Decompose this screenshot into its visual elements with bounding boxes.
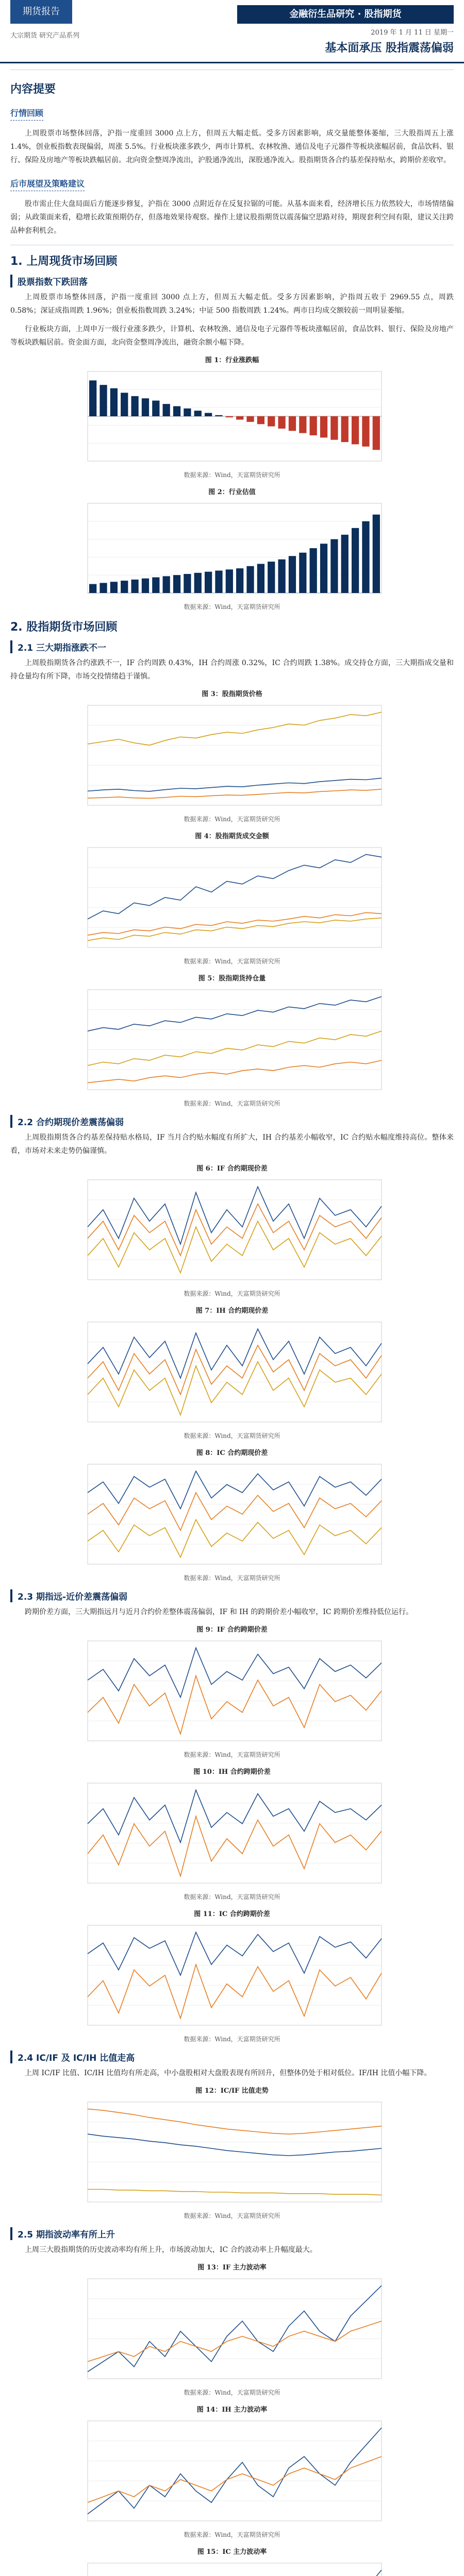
section-2-2-paragraph: 上周股指期货各合约基差保持贴水格局，IF 当月合约贴水幅度有所扩大，IH 合约基差小幅收窄，IC 合约贴水幅度维持高位。整体来看，市场对未来走势仍偏谨慎。 xyxy=(10,1133,454,1155)
figure-8-source: 数据来源：Wind，天富期货研究所 xyxy=(184,1574,280,1582)
figure-14 xyxy=(10,2404,454,2539)
bar xyxy=(100,385,107,416)
figure-8-chart xyxy=(77,1459,387,1572)
plot-frame xyxy=(88,1180,382,1280)
figure-14-title: 图 14：IH 主力波动率 xyxy=(196,2406,268,2414)
bar xyxy=(215,571,222,594)
bar xyxy=(257,416,264,424)
figure-6-source: 数据来源：Wind，天富期货研究所 xyxy=(184,1290,280,1297)
figure-13-title: 图 13：IF 主力波动率 xyxy=(197,2264,267,2272)
bar xyxy=(121,393,128,416)
report-category-title: 金融衍生品研究 · 股指期货 xyxy=(237,5,454,24)
section-2-5-paragraph: 上周三大股指期货的历史波动率均有所上升，市场波动加大，IC 合约波动率上升幅度最大。 xyxy=(25,2246,317,2254)
bar xyxy=(226,416,233,417)
figure-2-source: 数据来源：Wind，天富期货研究所 xyxy=(184,603,280,611)
report-date: 2019 年 1 月 11 日 星期一 xyxy=(371,29,454,37)
section-2-1-heading: 2.1 三大期指涨跌不一 xyxy=(10,640,454,653)
bar xyxy=(320,544,327,593)
section-2-1-paragraph: 上周股指期货各合约涨跌不一，IF 合约周跌 0.43%，IH 合约周涨 0.32%，IC 合约周跌 1.38%。成交持仓方面，三大期指成交量和持仓量均有所下降，市场交投情绪趋于谨慎。 xyxy=(10,659,454,681)
bar xyxy=(163,404,170,416)
figure-3-source: 数据来源：Wind，天富期货研究所 xyxy=(184,816,280,823)
bar xyxy=(268,416,275,427)
plot-frame xyxy=(88,848,382,947)
bar xyxy=(226,569,233,593)
report-content xyxy=(0,63,464,2576)
section-2-3-heading: 2.3 期指远-近价差震荡偏弱 xyxy=(10,1589,454,1602)
section-2-2-heading: 2.2 合约期现价差震荡偏弱 xyxy=(10,1115,454,1128)
figure-6 xyxy=(10,1163,454,1298)
report-header xyxy=(0,0,464,63)
figure-11-source: 数据来源：Wind，天富期货研究所 xyxy=(184,2036,280,2043)
bar xyxy=(320,416,327,437)
bar xyxy=(299,553,306,593)
bar xyxy=(246,416,254,422)
bar xyxy=(152,401,159,416)
figure-4-title: 图 4：股指期货成交金额 xyxy=(195,833,269,840)
figure-15-title: 图 15：IC 主力波动率 xyxy=(197,2548,267,2556)
figure-10-title: 图 10：IH 合约跨期价差 xyxy=(193,1768,271,1776)
bar xyxy=(362,521,369,593)
bar xyxy=(163,576,170,593)
section-1-1-paragraph-2: 行业板块方面，上周申万一级行业涨多跌少，计算机、农林牧渔、通信及电子元器件等板块涨幅居前，食品饮料、银行、保险及房地产等板块跌幅居前。资金面方面，北向资金整周净流出，融资余额小幅下降。 xyxy=(10,325,454,347)
bar xyxy=(205,413,212,416)
bar xyxy=(341,535,349,593)
figure-2-chart xyxy=(77,498,387,601)
bar xyxy=(173,406,180,416)
bar xyxy=(352,416,359,444)
bar xyxy=(330,539,338,593)
figure-13-source: 数据来源：Wind，天富期货研究所 xyxy=(184,2389,280,2396)
report-badge: 期货报告 xyxy=(10,0,72,24)
bar xyxy=(100,583,107,593)
figure-7-chart xyxy=(77,1317,387,1430)
figure-2 xyxy=(10,486,454,611)
figure-12-title: 图 12：IC/IF 比值走势 xyxy=(195,2087,269,2095)
figure-11-chart xyxy=(77,1920,387,2033)
bar xyxy=(194,573,202,593)
figure-4-chart xyxy=(77,842,387,956)
figure-12-chart xyxy=(77,2097,387,2210)
plot-frame xyxy=(88,1783,382,1883)
figure-7 xyxy=(10,1305,454,1440)
bar xyxy=(341,416,349,442)
figure-7-source: 数据来源：Wind，天富期货研究所 xyxy=(184,1432,280,1439)
bar xyxy=(310,416,317,435)
bar xyxy=(310,548,317,593)
bar xyxy=(215,415,222,416)
bar xyxy=(289,416,296,431)
figure-11 xyxy=(10,1908,454,2043)
figure-3 xyxy=(10,688,454,823)
figure-9 xyxy=(10,1624,454,1759)
figure-15-chart xyxy=(77,2558,387,2576)
figure-7-title: 图 7：IH 合约期现价差 xyxy=(195,1307,269,1315)
bar xyxy=(236,416,243,420)
bar xyxy=(142,398,149,416)
figure-11-title: 图 11：IC 合约跨期价差 xyxy=(194,1910,270,1918)
figure-14-chart xyxy=(77,2416,387,2529)
figure-4 xyxy=(10,831,454,965)
figure-6-chart xyxy=(77,1175,387,1288)
figure-4-source: 数据来源：Wind，天富期货研究所 xyxy=(184,958,280,965)
figure-9-title: 图 9：IF 合约跨期价差 xyxy=(196,1626,268,1634)
figure-6-title: 图 6：IF 合约期现价差 xyxy=(196,1165,268,1173)
bar xyxy=(257,564,264,593)
report-series-tag: 大宗期货 研究产品系列 xyxy=(10,32,80,40)
bar xyxy=(268,562,275,593)
figure-10-chart xyxy=(77,1778,387,1891)
bar xyxy=(246,566,254,593)
bar xyxy=(110,388,118,416)
figure-14-source: 数据来源：Wind，天富期货研究所 xyxy=(184,2531,280,2538)
section-2-5-heading: 2.5 期指波动率有所上升 xyxy=(10,2227,454,2240)
bar xyxy=(373,416,380,450)
figure-1-chart xyxy=(77,366,387,469)
figure-8 xyxy=(10,1447,454,1582)
market-review-label: 行情回顾 xyxy=(10,107,43,121)
figure-1-title: 图 1：行业涨跌幅 xyxy=(205,357,259,364)
bar xyxy=(330,416,338,440)
bar xyxy=(173,575,180,593)
bar xyxy=(121,581,128,593)
section-2-heading: 2. 股指期货市场回顾 xyxy=(10,621,118,634)
figure-13 xyxy=(10,2262,454,2397)
plot-frame xyxy=(88,1464,382,1564)
figure-5-title: 图 5：股指期货持仓量 xyxy=(198,975,266,982)
bar xyxy=(142,579,149,593)
figure-5 xyxy=(10,973,454,1108)
figure-1 xyxy=(10,354,454,479)
figure-8-title: 图 8：IC 合约期现价差 xyxy=(196,1449,268,1457)
figure-2-title: 图 2：行业估值 xyxy=(208,488,256,496)
bar xyxy=(362,416,369,447)
market-review-text: 上周股票市场整体回落，沪指一度重回 3000 点上方，但周五大幅走低。受多方因素影响，成交量能整体萎缩，三大股指周五上涨 1.4%，创业板指数表现偏弱，周涨 5.5%。行业板块涨多跌少，两市计算机、农林牧渔、通信及电子元器件等板块涨幅居前，食品饮料、银行、保险及房地产等板块跌幅居前。北向资金整周净流出，沪股通净流出，深股通净流入。股指期货各合约基差保持贴水，跨期价差收窄。 xyxy=(10,129,454,164)
bar xyxy=(131,580,138,593)
bar xyxy=(278,416,285,429)
figure-1-source: 数据来源：Wind，天富期货研究所 xyxy=(184,471,280,479)
bar xyxy=(110,582,118,593)
section-2-4-paragraph: 上周 IC/IF 比值、IC/IH 比值均有所走高，中小盘股相对大盘股表现有所回升，但整体仍处于相对低位。IF/IH 比值小幅下降。 xyxy=(25,2069,432,2077)
bar xyxy=(152,578,159,593)
figure-12-source: 数据来源：Wind，天富期货研究所 xyxy=(184,2212,280,2219)
bar xyxy=(299,416,306,433)
figure-15 xyxy=(10,2546,454,2576)
figure-5-chart xyxy=(77,985,387,1098)
section-2-3-paragraph: 跨期价差方面，三大期指远月与近月合约价差整体震荡偏弱，IF 和 IH 的跨期价差小幅收窄，IC 跨期价差维持低位运行。 xyxy=(25,1608,413,1616)
plot-frame xyxy=(88,2563,382,2576)
figure-9-source: 数据来源：Wind，天富期货研究所 xyxy=(184,1751,280,1758)
figure-5-source: 数据来源：Wind，天富期货研究所 xyxy=(184,1100,280,1107)
report-headline: 基本面承压 股指震荡偏弱 xyxy=(325,42,454,55)
section-1-1-heading: 股票指数下跌回落 xyxy=(10,275,454,287)
bar xyxy=(278,560,285,593)
bar xyxy=(236,568,243,593)
bar xyxy=(184,574,191,593)
bar xyxy=(352,528,359,593)
summary-section xyxy=(10,70,454,245)
bar xyxy=(89,584,96,593)
figure-10-source: 数据来源：Wind，天富期货研究所 xyxy=(184,1893,280,1901)
figure-3-title: 图 3：股指期货价格 xyxy=(202,690,262,698)
figure-10 xyxy=(10,1766,454,1901)
figure-12 xyxy=(10,2085,454,2220)
bar xyxy=(194,411,202,416)
section-2-4-heading: 2.4 IC/IF 及 IC/IH 比值走高 xyxy=(10,2050,454,2063)
figure-3-chart xyxy=(77,700,387,814)
section-1-heading: 1. 上周现货市场回顾 xyxy=(10,255,118,268)
bar xyxy=(373,515,380,593)
summary-heading: 内容提要 xyxy=(10,83,56,96)
bar xyxy=(89,380,96,416)
bar xyxy=(289,556,296,593)
figure-9-chart xyxy=(77,1636,387,1749)
section-1-1-paragraph-1: 上周股票市场整体回落，沪指一度重回 3000 点上方，但周五大幅走低。受多方因素影响，沪指周五收于 2969.55 点，周跌 0.58%；深证成指周跌 1.96%；创业板指数周跌 3.24%；中证 500 指数周跌 1.24%。两市日均成交额较前一周明显萎缩。 xyxy=(10,293,454,315)
bar xyxy=(184,409,191,416)
outlook-label: 后市展望及策略建议 xyxy=(10,177,85,191)
bar xyxy=(205,572,212,593)
outlook-text: 股市需止住大盘局面后方能逐步修复，沪指在 3000 点附近存在反复拉锯的可能。从基本面来看，经济增长压力依然较大，市场情绪偏弱；从政策面来看，稳增长政策预期仍存，但落地效果待观察。操作上建议股指期货以震荡偏空思路对待，期现套利空间有限，建议关注跨品种套利机会。 xyxy=(10,200,454,235)
figure-13-chart xyxy=(77,2274,387,2387)
bar xyxy=(131,396,138,416)
